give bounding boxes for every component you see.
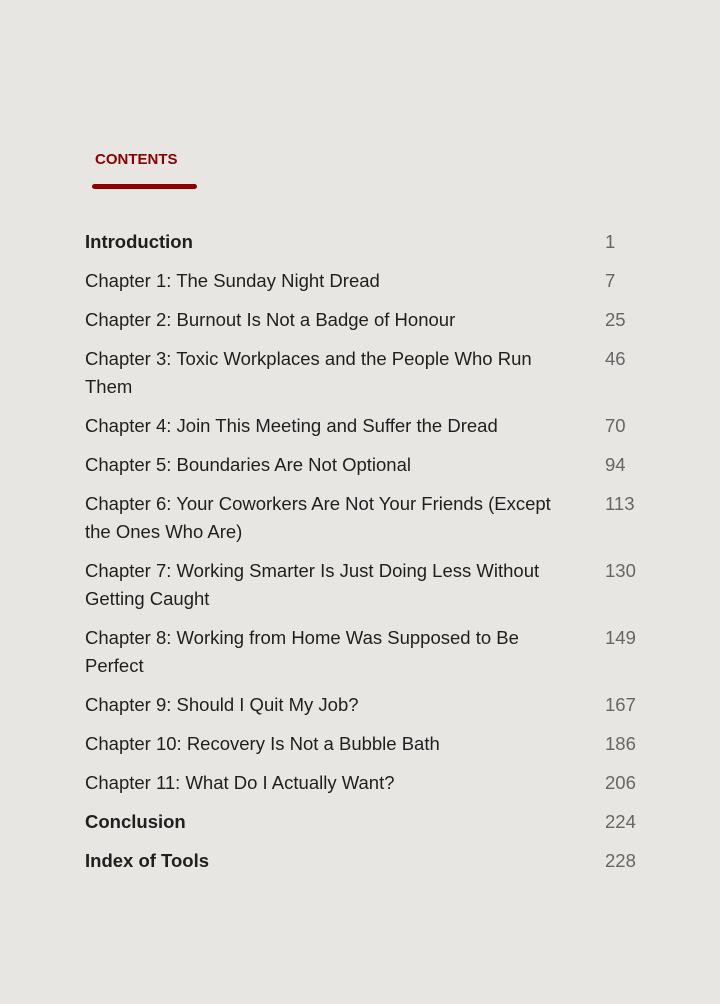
toc-entry-page: 94	[605, 454, 626, 475]
toc-entry-page: 7	[605, 270, 616, 291]
toc-entry-page: 228	[605, 850, 636, 871]
toc-entry-page: 186	[605, 733, 636, 754]
toc-entry-introduction[interactable]	[85, 228, 645, 256]
toc-entry-chapter-10[interactable]	[85, 730, 645, 758]
toc-entry-chapter-6[interactable]	[85, 490, 645, 546]
toc-entry-title: Chapter 4: Join This Meeting and Suffer the Dread	[85, 415, 498, 436]
toc-entry-title: Chapter 6: Your Coworkers Are Not Your Friends (Except the Ones Who Are)	[85, 493, 551, 542]
contents-heading: CONTENTS	[95, 151, 178, 168]
toc-entry-chapter-2[interactable]	[85, 306, 645, 334]
toc-entry-page: 149	[605, 627, 636, 648]
toc-entry-title: Chapter 7: Working Smarter Is Just Doing Less Without Getting Caught	[85, 560, 540, 609]
toc-entry-title: Conclusion	[85, 811, 186, 832]
toc-entry-page: 224	[605, 811, 636, 832]
toc-entry-index-of-tools[interactable]	[85, 847, 645, 875]
toc-entry-chapter-1[interactable]	[85, 267, 645, 295]
toc-entry-page: 167	[605, 694, 636, 715]
toc-entry-page: 70	[605, 415, 626, 436]
toc-entry-title: Chapter 1: The Sunday Night Dread	[85, 270, 380, 291]
toc-entry-page: 1	[605, 231, 616, 252]
toc-entry-title: Index of Tools	[85, 850, 210, 871]
toc-entry-title: Introduction	[85, 231, 193, 252]
toc-entry-title: Chapter 9: Should I Quit My Job?	[85, 694, 359, 715]
toc-entry-chapter-9[interactable]	[85, 691, 645, 719]
toc-entry-title: Chapter 10: Recovery Is Not a Bubble Bath	[85, 733, 440, 754]
toc-entry-title: Chapter 3: Toxic Workplaces and the People Who Run Them	[85, 348, 532, 397]
table-of-contents	[85, 228, 645, 886]
toc-entry-page: 46	[605, 348, 626, 369]
toc-entry-conclusion[interactable]	[85, 808, 645, 836]
toc-entry-chapter-8[interactable]	[85, 624, 645, 680]
toc-entry-title: Chapter 8: Working from Home Was Supposed to Be Perfect	[85, 627, 519, 676]
heading-underline	[92, 184, 197, 189]
toc-entry-page: 206	[605, 772, 636, 793]
toc-entry-chapter-3[interactable]	[85, 345, 645, 401]
toc-entry-page: 130	[605, 560, 636, 581]
toc-entry-title: Chapter 2: Burnout Is Not a Badge of Honour	[85, 309, 456, 330]
toc-entry-page: 25	[605, 309, 626, 330]
toc-entry-title: Chapter 5: Boundaries Are Not Optional	[85, 454, 411, 475]
toc-entry-chapter-11[interactable]	[85, 769, 645, 797]
toc-entry-chapter-7[interactable]	[85, 557, 645, 613]
toc-entry-chapter-4[interactable]	[85, 412, 645, 440]
toc-entry-page: 113	[605, 493, 635, 514]
toc-entry-chapter-5[interactable]	[85, 451, 645, 479]
toc-entry-title: Chapter 11: What Do I Actually Want?	[85, 772, 395, 793]
